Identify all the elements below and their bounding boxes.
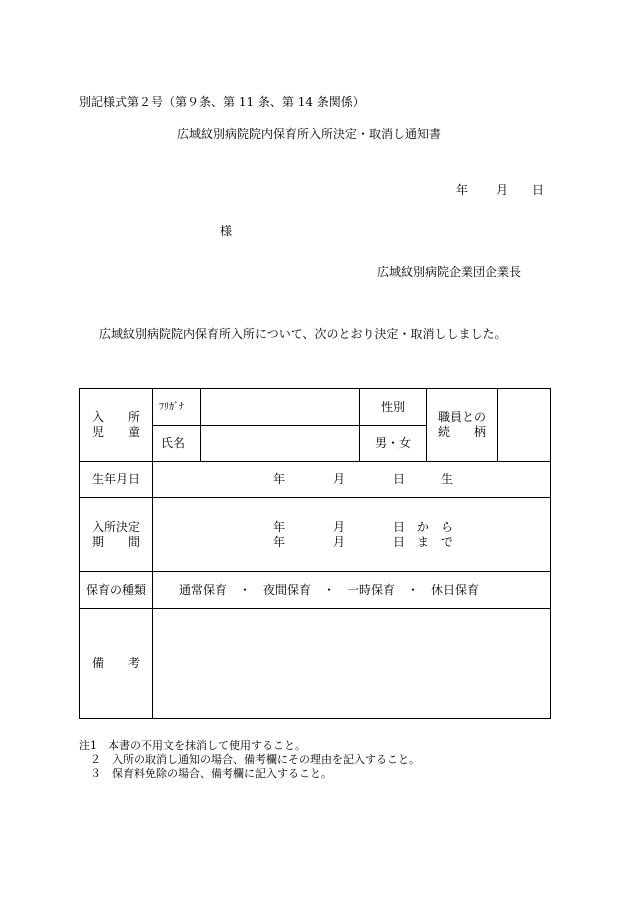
recipient-honorific: 様 xyxy=(220,224,233,238)
name-label-cell xyxy=(153,426,201,462)
issuer-name: 広域紋別病院企業団企業長 xyxy=(377,265,522,279)
sex-options: 男・女 xyxy=(374,436,411,450)
sex-options-cell[interactable] xyxy=(360,426,427,462)
notes xyxy=(79,739,420,781)
form-title: 広域紋別病院院内保育所入所決定・取消し通知書 xyxy=(177,127,442,141)
furigana-input-cell[interactable] xyxy=(201,389,360,426)
remarks-label-cell xyxy=(80,609,153,719)
date-month-label: 月 xyxy=(496,183,509,197)
sex-label: 性別 xyxy=(380,399,405,414)
sex-label-cell xyxy=(360,389,427,426)
period-value-cell[interactable] xyxy=(153,498,551,572)
period-label-line2: 期 間 xyxy=(91,534,140,549)
birth-value-cell[interactable] xyxy=(153,462,551,498)
birth-label-cell xyxy=(80,462,153,498)
child-label-cell xyxy=(80,389,153,462)
relation-input-cell[interactable] xyxy=(498,389,551,462)
notice-body-text: 広域紋別病院院内保育所入所について、次のとおり決定・取消ししました。 xyxy=(99,327,507,341)
care-type-label-cell xyxy=(80,572,153,609)
note-2: ２ 入所の取消し通知の場合、備考欄にその理由を記入すること。 xyxy=(79,753,420,766)
care-type-options-cell[interactable] xyxy=(153,572,551,609)
date-line xyxy=(456,183,544,197)
period-to: 年 月 日 ま で xyxy=(273,534,454,549)
form-code: 別記様式第２号（第９条、第 11 条、第 14 条関係） xyxy=(79,95,365,109)
name-input-cell[interactable] xyxy=(201,426,360,462)
relation-label-cell xyxy=(427,389,498,462)
child-label-line1: 入 所 xyxy=(91,410,140,424)
furigana-label: ﾌﾘｶﾞﾅ xyxy=(159,401,184,413)
furigana-label-cell xyxy=(153,389,201,426)
birth-value: 年 月 日 生 xyxy=(273,472,454,486)
period-from: 年 月 日 か ら xyxy=(273,519,454,534)
period-label-line1: 入所決定 xyxy=(91,519,140,534)
remarks-input-cell[interactable] xyxy=(153,609,551,719)
date-day-label: 日 xyxy=(532,183,545,197)
date-year-label: 年 xyxy=(456,183,469,197)
remarks-label: 備 考 xyxy=(91,656,140,670)
child-label-line2: 児 童 xyxy=(91,425,140,439)
notice-table xyxy=(79,388,551,719)
care-type-options: 通常保育 ・ 夜間保育 ・ 一時保育 ・ 休日保育 xyxy=(179,582,480,597)
care-type-label: 保育の種類 xyxy=(85,582,146,597)
relation-label-line2: 続 柄 xyxy=(437,425,486,439)
relation-label-line1: 職員との xyxy=(437,410,486,424)
note-1: 注1 本書の不用文を抹消して使用すること。 xyxy=(79,739,306,752)
note-3: ３ 保育料免除の場合、備考欄に記入すること。 xyxy=(79,767,332,780)
name-label: 氏名 xyxy=(161,436,186,450)
period-label-cell xyxy=(80,498,153,572)
birth-label: 生年月日 xyxy=(91,472,140,486)
